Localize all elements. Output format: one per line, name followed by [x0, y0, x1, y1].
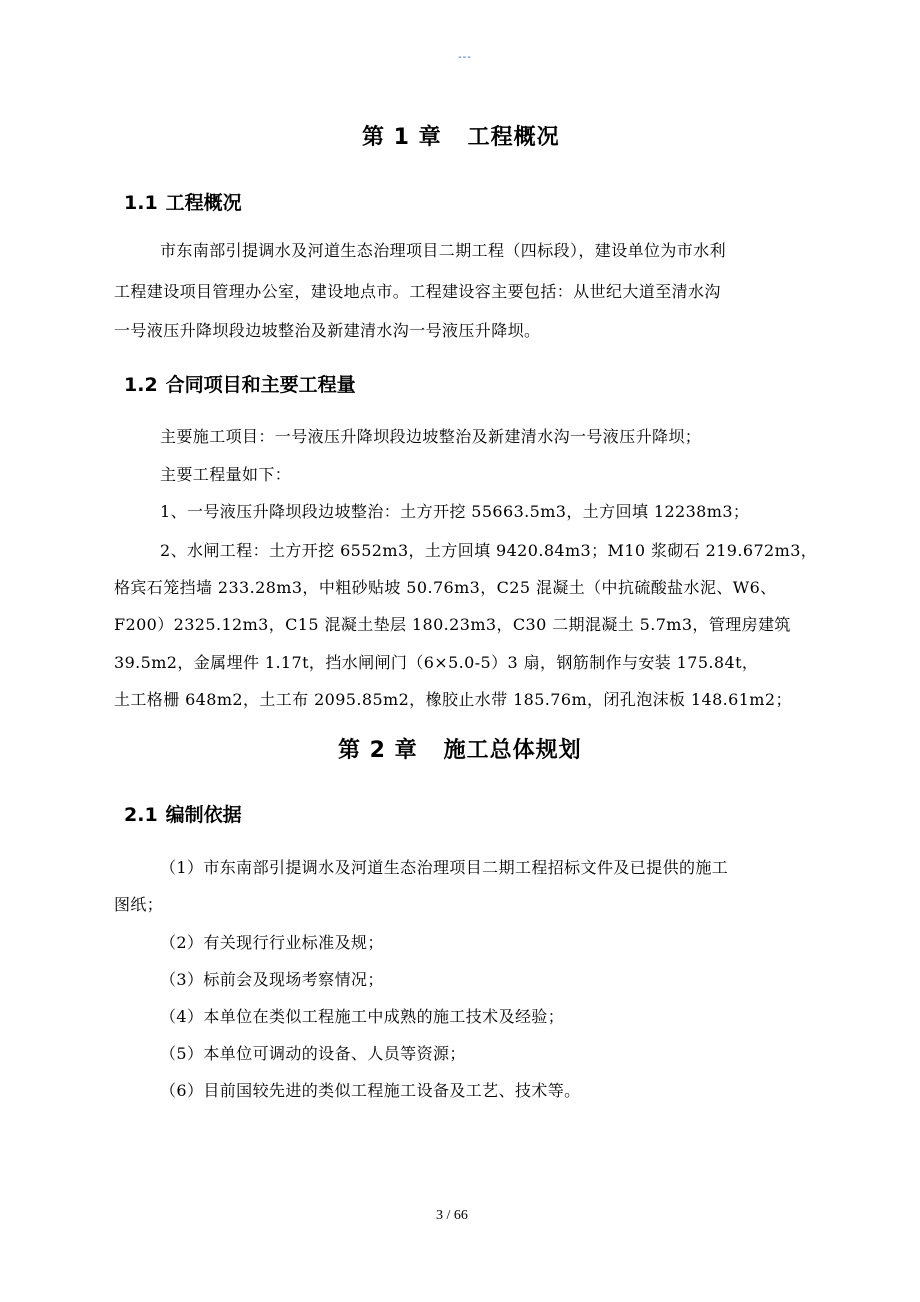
paragraph-line: 2、水闸工程：土方开挖 6552m3，土方回填 9420.84m3；M10 浆砌石 219.672m3， [160, 541, 818, 560]
paragraph-line: 39.5m2，金属埋件 1.17t，挡水闸闸门（6×5.0-5）3 扇，钢筋制作与安装 175.84t， [114, 653, 759, 672]
paragraph-line: （4）本单位在类似工程施工中成熟的施工技术及经验； [160, 1007, 565, 1026]
chapter-2-heading [338, 733, 582, 764]
section-1-2-heading [124, 370, 356, 397]
chapter-2-title: 施工总体规划 [443, 738, 582, 763]
paragraph-line: （2）有关现行行业标准及规； [160, 933, 384, 952]
section-1-1-title: 工程概况 [165, 192, 242, 214]
paragraph-line: 主要工程量如下： [160, 465, 292, 484]
paragraph-line: 主要施工项目：一号液压升降坝段边坡整治及新建清水沟一号液压升降坝； [160, 427, 702, 446]
section-1-1-number: 1.1 [124, 192, 158, 214]
section-2-1-heading [124, 800, 242, 827]
paragraph-line: 市东南部引提调水及河道生态治理项目二期工程（四标段），建设单位为市水利 [160, 241, 727, 260]
paragraph-line: 一号液压升降坝段边坡整治及新建清水沟一号液压升降坝。 [114, 321, 541, 340]
paragraph-line: 图纸； [114, 895, 164, 914]
section-1-2-number: 1.2 [124, 374, 158, 396]
header-mark: --- [458, 52, 472, 63]
section-1-2-title: 合同项目和主要工程量 [165, 374, 356, 396]
paragraph-line: （3）标前会及现场考察情况； [160, 970, 384, 989]
paragraph-line: 格宾石笼挡墙 233.28m3，中粗砂贴坡 50.76m3，C25 混凝土（中抗硫酸盐水泥、W6、 [114, 578, 777, 597]
paragraph-line: （5）本单位可调动的设备、人员等资源； [160, 1044, 466, 1063]
chapter-1-title: 工程概况 [467, 125, 560, 150]
paragraph-line: （6）目前国较先进的类似工程施工设备及工艺、技术等。 [160, 1081, 581, 1100]
paragraph-line: 1、一号液压升降坝段边坡整治：土方开挖 55663.5m3，土方回填 12238m3； [160, 502, 750, 521]
paragraph-line: F200）2325.12m3，C15 混凝土垫层 180.23m3，C30 二期混凝土 5.7m3，管理房建筑 [114, 615, 791, 634]
section-1-1-heading [124, 188, 242, 215]
chapter-1-number: 第 1 章 [362, 125, 442, 150]
chapter-1-heading [362, 120, 560, 151]
chapter-2-number: 第 2 章 [338, 738, 418, 763]
paragraph-line: 土工格栅 648m2，土工布 2095.85m2，橡胶止水带 185.76m，闭孔泡沫板 148.61m2； [114, 690, 792, 709]
section-2-1-title: 编制依据 [165, 804, 242, 826]
page-number: 3 / 66 [436, 1208, 468, 1223]
paragraph-line: 工程建设项目管理办公室，建设地点市。工程建设容主要包括：从世纪大道至清水沟 [114, 282, 721, 301]
section-2-1-number: 2.1 [124, 804, 158, 826]
paragraph-line: （1）市东南部引提调水及河道生态治理项目二期工程招标文件及已提供的施工 [160, 858, 729, 877]
